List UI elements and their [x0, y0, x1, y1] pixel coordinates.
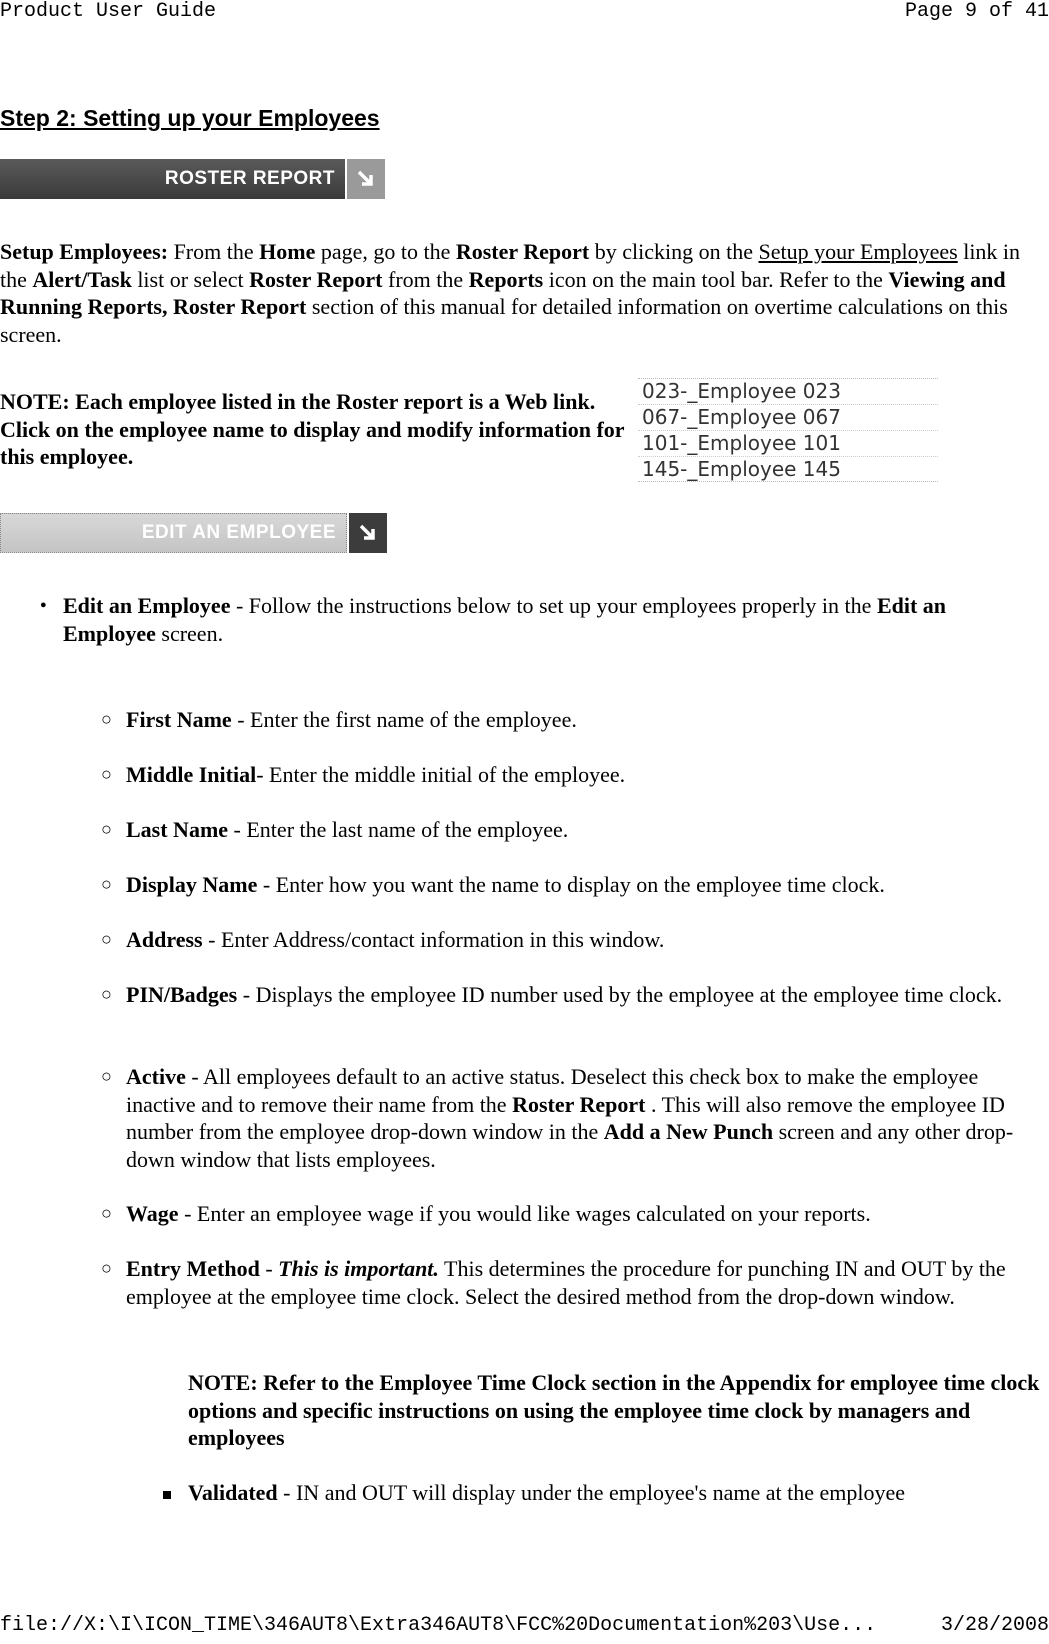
roster-report-banner: [0, 159, 385, 199]
edit-employee-list: [0, 592, 1040, 647]
roster-employee-link[interactable]: 023-_Employee 023: [638, 379, 938, 405]
roster-employee-link[interactable]: 145-_Employee 145: [642, 457, 841, 481]
roster-employee-link[interactable]: 067-_Employee 067: [638, 405, 938, 431]
roster-employee-link[interactable]: 101-_Employee 101: [638, 431, 938, 457]
arrow-down-right-icon: [345, 159, 385, 199]
header-page-number: Page 9 of 41: [904, 0, 1049, 23]
time-clock-note: NOTE: Refer to the Employee Time Clock section in the Appendix for employee time clock options and specific instructions on using the employee time clock by managers and employees: [188, 1370, 1040, 1450]
footer-date: 3/28/2008: [940, 1614, 1049, 1637]
roster-note: NOTE: Each employee listed in the Roster report is a Web link. Click on the employee name to display and modify information for this employee.: [0, 389, 625, 469]
header-title: Product User Guide: [0, 0, 217, 23]
arrow-down-right-icon: [347, 513, 387, 553]
list-item: ● Edit an Employee - Follow the instructions below to set up your employees properly in the Edit an Employee screen.: [0, 592, 1040, 647]
edit-employee-banner: [0, 513, 387, 553]
list-item: ○ Active - All employees default to an active status. Deselect this check box to make the employee inactive and to remove their name from the Roster Report . This will also remove the employee ID number from the employee drop-down window in the Add a New Punch screen and any other drop-down window that lists employees.: [126, 1063, 1046, 1173]
list-item: ○ Middle Initial- Enter the middle initial of the employee.: [126, 761, 1046, 789]
list-item: ○ Entry Method - This is important. This determines the procedure for punching IN and OUT by the employee at the employee time clock. Select the desired method from the drop-down window.: [126, 1255, 1046, 1310]
list-item: ○ Wage - Enter an employee wage if you would like wages calculated on your reports.: [126, 1200, 1046, 1228]
roster-report-banner-label: ROSTER REPORT: [0, 159, 345, 199]
footer-file-path: file://X:\I\ICON_TIME\346AUT8\Extra346AUT8\FCC%20Documentation%203\Use...: [0, 1614, 877, 1637]
section-title: Step 2: Setting up your Employees: [0, 105, 380, 131]
list-item: ○ First Name - Enter the first name of the employee.: [126, 706, 1046, 734]
setup-employees-paragraph: Setup Employees: From the Home page, go to the Roster Report by clicking on the Setup your Employees link in the Alert/Task list or select Roster Report from the Reports icon on the main tool bar. Refer to the Viewing and Running Reports, Roster Report section of this manual for detailed information on overtime calculations on this screen.: [0, 239, 1021, 347]
setup-your-employees-link[interactable]: Setup your Employees: [758, 239, 958, 264]
list-item: ○ Last Name - Enter the last name of the employee.: [126, 816, 1046, 844]
list-item: ○ Address - Enter Address/contact information in this window.: [126, 926, 1046, 954]
edit-employee-banner-label: EDIT AN EMPLOYEE: [0, 513, 347, 553]
roster-employee-list: [638, 378, 938, 482]
list-item: ○ Display Name - Enter how you want the name to display on the employee time clock.: [126, 871, 1046, 899]
list-item: ○ PIN/Badges - Displays the employee ID number used by the employee at the employee time clock.: [126, 981, 1046, 1009]
list-item: Validated - IN and OUT will display under the employee's name at the employee: [188, 1479, 1046, 1507]
